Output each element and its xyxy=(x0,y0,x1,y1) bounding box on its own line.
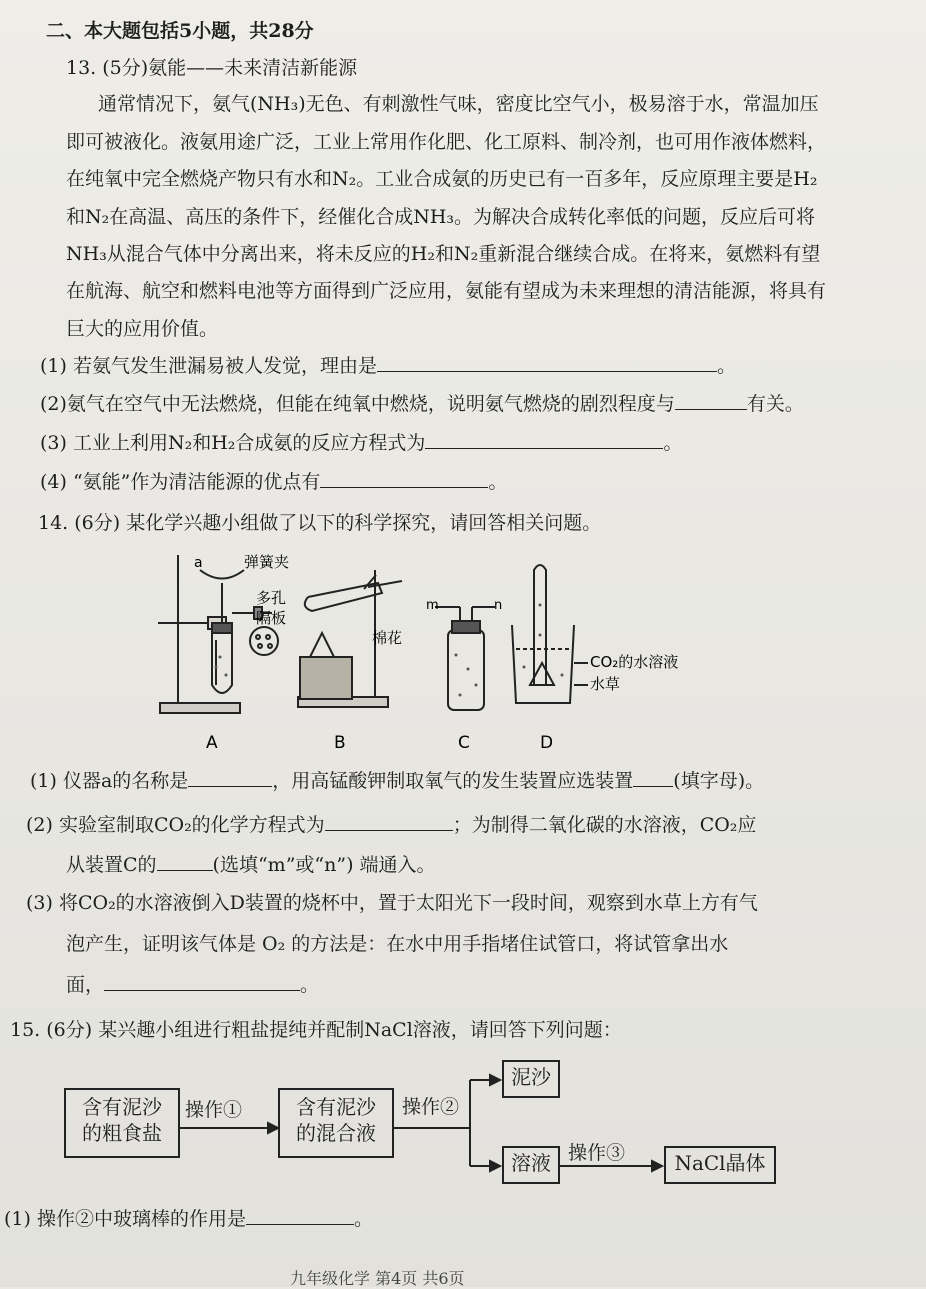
flow-box-mud: 泥沙 xyxy=(502,1060,560,1098)
q14-sub3-line1: (3) 将CO₂的水溶液倒入D装置的烧杯中，置于太阳光下一段时间，观察到水草上方有气 xyxy=(26,892,758,914)
q13-para-line-4: 和N₂在高温、高压的条件下，经催化合成NH₃。为解决合成转化率低的问题，反应后可将 xyxy=(66,206,816,228)
label-A: A xyxy=(206,733,218,753)
q14-sub2b-end: (选填“m”或“n”) 端通入。 xyxy=(212,854,436,876)
flow-arrows xyxy=(170,1060,690,1190)
flow-box-crude-salt-line2: 的粗食盐 xyxy=(82,1121,162,1145)
label-n: n xyxy=(494,598,503,613)
q13-sub1 xyxy=(40,353,736,379)
q13-sub4-text: (4) “氨能”作为清洁能源的优点有 xyxy=(40,471,321,493)
section-title: 二、本大题包括5小题，共28分 xyxy=(46,20,314,42)
label-m: m xyxy=(426,598,439,613)
q13-title: 13. (5分)氨能——未来清洁新能源 xyxy=(66,57,358,79)
q13-sub2-answer-blank[interactable] xyxy=(675,391,747,410)
apparatus-d-diagram xyxy=(512,565,588,703)
label-B: B xyxy=(334,733,346,753)
q13-para-line-6: 在航海、航空和燃料电池等方面得到广泛应用，氨能有望成为未来理想的清洁能源，将具有 xyxy=(66,280,827,302)
q14-sub3c-text: 面， xyxy=(66,974,105,996)
flow-box-crude-salt-line1: 含有泥沙 xyxy=(82,1095,162,1119)
q13-para-line-2: 即可被液化。液氨用途广泛，工业上常用作化肥、化工原料、制冷剂，也可用作液体燃料， xyxy=(66,131,827,153)
flow-op1-label: 操作① xyxy=(185,1099,243,1121)
q14-sub2b-text: 从装置C的 xyxy=(66,854,157,876)
q14-sub1-text: (1) 仪器a的名称是 xyxy=(30,770,189,792)
q14-apparatus-figure xyxy=(150,545,710,755)
q14-title: 14. (6分) 某化学兴趣小组做了以下的科学探究，请回答相关问题。 xyxy=(38,512,602,534)
q15-sub1-end: 。 xyxy=(353,1208,373,1230)
label-a: a xyxy=(194,555,203,571)
flow-box-mixture-line1: 含有泥沙 xyxy=(296,1095,376,1119)
q13-para-line-5: NH₃从混合气体中分离出来，将未反应的H₂和N₂重新混合继续合成。在将来，氨燃料有望 xyxy=(66,243,821,265)
q14-sub1-end: (填字母)。 xyxy=(673,770,765,792)
label-porous-1: 多孔 xyxy=(256,589,287,607)
q14-sub1-blank-a[interactable] xyxy=(188,768,272,787)
q13-para-line-3: 在纯氧中完全燃烧产物只有水和N₂。工业合成氨的历史已有一百多年，反应原理主要是H₂ xyxy=(66,168,818,190)
apparatus-c-diagram xyxy=(435,607,495,710)
q13-sub3-answer-blank[interactable] xyxy=(425,430,663,449)
page-footer: 九年级化学 第4页 共6页 xyxy=(290,1269,465,1288)
q13-sub3-text: (3) 工业上利用N₂和H₂合成氨的反应方程式为 xyxy=(40,432,426,454)
q14-sub3c-end: 。 xyxy=(300,974,320,996)
label-co2-solution: CO₂的水溶液 xyxy=(590,653,679,671)
label-cotton: 棉花 xyxy=(372,629,403,647)
q13-sub1-end: 。 xyxy=(716,355,736,377)
q15-title: 15. (6分) 某兴趣小组进行粗盐提纯并配制NaCl溶液，请回答下列问题： xyxy=(10,1019,622,1041)
q14-sub2-line2 xyxy=(66,852,436,878)
q14-sub2-text: (2) 实验室制取CO₂的化学方程式为 xyxy=(26,814,325,836)
q14-sub1-mid: ，用高锰酸钾制取氧气的发生装置应选装置 xyxy=(272,770,634,792)
label-C: C xyxy=(458,733,470,753)
q14-sub2-blank-b[interactable] xyxy=(157,852,213,871)
q13-sub1-text: (1) 若氨气发生泄漏易被人发觉，理由是 xyxy=(40,355,377,377)
q14-sub2-blank-a[interactable] xyxy=(325,812,453,831)
flow-box-crude-salt xyxy=(64,1088,180,1158)
q15-sub1-blank[interactable] xyxy=(246,1206,354,1225)
q14-sub1 xyxy=(30,768,764,794)
q14-sub3-blank[interactable] xyxy=(104,972,300,991)
label-spring-clip: 弹簧夹 xyxy=(244,553,290,571)
q13-sub2-end: 有关。 xyxy=(746,393,804,415)
label-porous-2: 隔板 xyxy=(256,609,287,627)
q15-sub1-text: (1) 操作②中玻璃棒的作用是 xyxy=(4,1208,246,1230)
q13-para-line-7: 巨大的应用价值。 xyxy=(66,318,219,340)
q13-sub2-text: (2)氨气在空气中无法燃烧，但能在纯氧中燃烧，说明氨气燃烧的剧烈程度与 xyxy=(40,393,675,415)
q13-sub1-answer-blank[interactable] xyxy=(377,353,717,372)
q14-sub1-blank-b[interactable] xyxy=(633,768,673,787)
q13-sub3-end: 。 xyxy=(663,432,683,454)
q13-para-line-1: 通常情况下，氨气(NH₃)无色、有刺激性气味，密度比空气小，极易溶于水，常温加压 xyxy=(98,93,819,115)
q14-sub2-mid: ；为制得二氧化碳的水溶液，CO₂应 xyxy=(452,814,757,836)
label-D: D xyxy=(540,733,554,753)
q14-sub3-line3 xyxy=(66,972,319,998)
flow-box-nacl-crystal: NaCl晶体 xyxy=(664,1146,776,1184)
q15-sub1 xyxy=(4,1206,373,1232)
apparatus-a-diagram xyxy=(158,555,278,713)
q14-sub2 xyxy=(26,812,756,838)
flow-box-solution: 溶液 xyxy=(502,1146,560,1184)
q13-sub4-end: 。 xyxy=(488,471,508,493)
q13-sub4 xyxy=(40,469,507,495)
flow-box-mixture-line2: 的混合液 xyxy=(296,1121,376,1145)
q13-sub3 xyxy=(40,430,682,456)
q13-sub2 xyxy=(40,391,804,417)
flow-op3-label: 操作③ xyxy=(568,1142,626,1164)
q14-sub3-line2: 泡产生，证明该气体是 O₂ 的方法是：在水中用手指堵住试管口，将试管拿出水 xyxy=(66,933,729,955)
q13-sub4-answer-blank[interactable] xyxy=(320,469,488,488)
flow-op2-label: 操作② xyxy=(402,1096,460,1118)
label-water-weed: 水草 xyxy=(590,675,621,693)
